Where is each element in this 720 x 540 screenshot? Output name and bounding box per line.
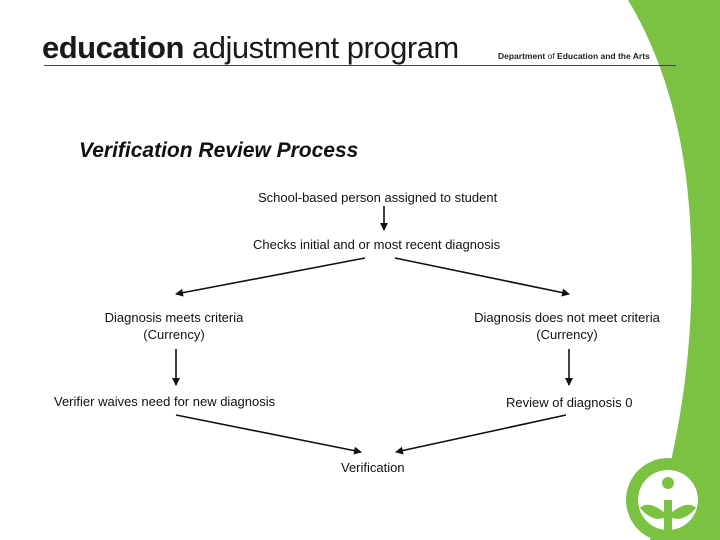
- program-title-light: adjustment program: [192, 30, 459, 65]
- node-meets-line1: Diagnosis meets criteria: [104, 310, 244, 325]
- slide-title: Verification Review Process: [79, 139, 359, 162]
- node-notmeet-line2: (Currency): [536, 327, 598, 342]
- department-name: Department of Education and the Arts: [498, 51, 650, 61]
- node-verifier-waives: Verifier waives need for new diagnosis: [54, 394, 276, 409]
- node-verification: Verification: [341, 460, 405, 475]
- node-school-based-person: School-based person assigned to student: [258, 190, 498, 205]
- node-notmeet-line1: Diagnosis does not meet criteria: [474, 310, 660, 325]
- node-review-of-diagnosis: Review of diagnosis 0: [506, 395, 633, 410]
- program-title-bold: education: [42, 30, 184, 65]
- node-checks-diagnosis: Checks initial and or most recent diagnosis: [253, 237, 501, 252]
- node-meets-line2: (Currency): [143, 327, 205, 342]
